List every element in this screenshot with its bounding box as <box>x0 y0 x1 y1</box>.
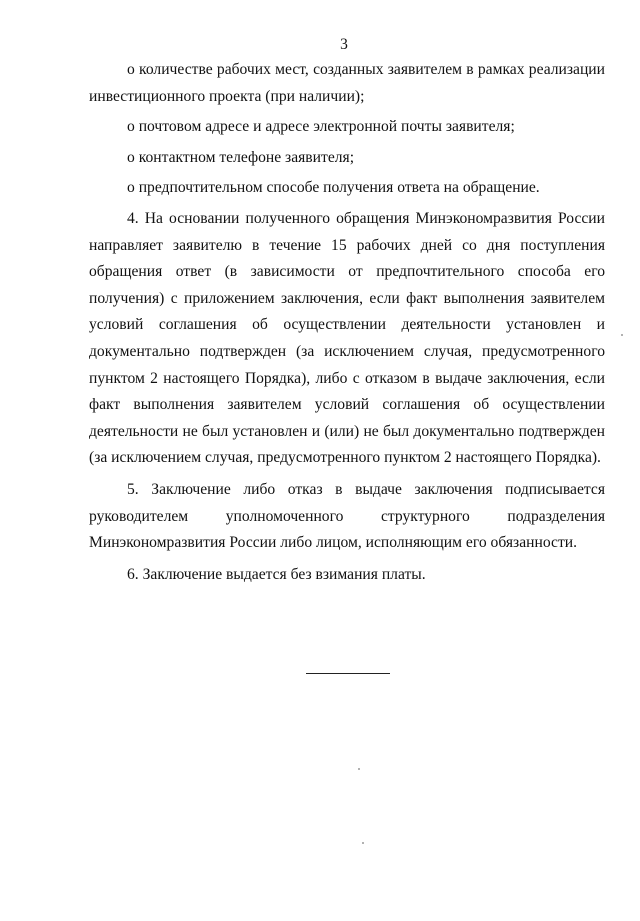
end-of-text-rule <box>306 673 390 674</box>
paragraph-workplaces: о количестве рабочих мест, созданных заявителем в рамках реализации инвестиционного проекта (при наличии); <box>89 61 605 105</box>
scan-speck <box>362 842 364 844</box>
paragraph-contact-phone: о контактном телефоне заявителя; <box>127 148 355 166</box>
paragraph-preferred-method: о предпочтительном способе получения ответа на обращение. <box>127 179 540 197</box>
paragraph-item-5: 5. Заключение либо отказ в выдаче заключения подписывается руководителем уполномоченного структурного подразделения Минэкономразвития России либо лицом, исполняющим его обязанности. <box>89 480 605 552</box>
document-body <box>89 57 605 588</box>
paragraph-item-6: 6. Заключение выдается без взимания платы. <box>127 565 426 583</box>
page-number: 3 <box>340 36 348 53</box>
paragraph-postal-address: о почтовом адресе и адресе электронной почты заявителя; <box>127 118 515 136</box>
scan-speck <box>358 768 360 770</box>
scan-speck <box>621 334 623 336</box>
paragraph-item-4: 4. На основании полученного обращения Минэкономразвития России направляет заявителю в течение 15 рабочих дней со дня поступления обращения ответ (в зависимости от предпочтительного способа его получения) с приложением заключения, если факт выполнения заявителем условий соглашения об осуществлении деятельности установлен и документально подтвержден (за исключением случая, предусмотренного пунктом 2 настоящего Порядка), либо с отказом в выдаче заключения, если факт выполнения заявителем условий соглашения об осуществлении деятельности не был установлен и (или) не был документально подтвержден (за исключением случая, предусмотренного пунктом 2 настоящего Порядка). <box>89 209 605 467</box>
